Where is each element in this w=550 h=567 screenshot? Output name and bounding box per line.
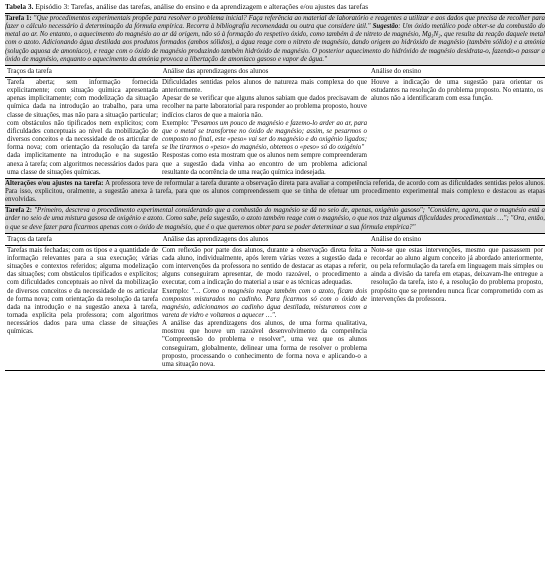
header-teaching-analysis: Análise do ensino — [370, 66, 422, 75]
header2-teaching-analysis: Análise do ensino — [370, 234, 422, 243]
row1-learning-para-b: Apesar de se verificar que alguns alunos sabiam que dados precisavam de recolher na parte laboratorial para responder ao problema proposto, houve indícios claros de que a maioria não. — [162, 95, 367, 119]
row2-learning-para-c: A análise das aprendizagens dos alunos, de uma forma qualitativa, mostrou que houve um razoável desenvolvimento da competência "Compreensão do problema e resolver", uma vez que os alunos conseguiram, globalmente, delinear uma forma de resolver o problema proposto, processando o conhecimento de forma nova e aplicando-o a uma situação nova. — [162, 320, 367, 368]
header-learning-analysis: Análise das aprendizagens dos alunos — [162, 66, 269, 75]
row2-learning-analysis — [160, 246, 369, 370]
task1-suggestion: : Um óxido metálico pode obter-se da combustão do metal ao ar. No entanto, o aquecimento do magnésio ao ar dá origem, não só à formação do respetivo óxido, como também à de nitreto de magnésio, Mg₃N₂, que resulta da reação daquele metal com o azoto. Adicionando água destilada aos produtos formados (ambos sólidos), a água reage com o nitreto de magnésio, dando origem ao hidróxido de magnésio (também sólido) e a amónia (solução aquosa de amoníaco), e reage com o óxido de magnésio produzindo também hidróxido de magnésio. O posterior aquecimento do hidróxido de magnésio desidrata-o, fazendo-o passar a óxido de magnésio, enquanto o aquecimento da amónia provoca a libertação de amoníaco gasoso e vapor de água." — [5, 23, 545, 63]
header2-task-traits: Traços da tarefa — [7, 234, 52, 243]
row2-example-quote: "… Como o magnésio reage também com o azoto, ficam dois compostos misturados no cadinho. Para ficarmos só com o óxido de magnésio, adicionamos ao cadinho água destilada, misturamos com a vareta de vidro e voltamos a aquecer …". — [162, 287, 368, 319]
task2-label: Tarefa 2: — [5, 207, 32, 215]
row1-learning-para-d: Respostas como esta mostram que os alunos nem sempre compreenderam que a sugestão dada vinha ao encontro de um problema adicional resultante da ocorrência de uma reação química indesejada. — [162, 152, 367, 176]
task1-suggestion-label: Sugestão — [372, 23, 399, 31]
row1-learning-analysis — [160, 78, 369, 178]
header-task-traits: Traços da tarefa — [7, 66, 52, 75]
adjustments-text: A professora teve de reformular a tarefa durante a observação direta para avaliar a competência referida, de acordo com as dificuldades sentidas pelos alunos. Para isso, explicitou, oralmente, a sugestão anexa à tarefa, para que os alunos compreendessem que se tinha de efetuar um procedimento experimental mais complexo e destacou as etapas envolvidas. — [5, 179, 545, 204]
adjustments-statement — [5, 178, 545, 205]
row1-learning-example — [162, 120, 367, 153]
table-header-row-1 — [5, 65, 545, 78]
header2-learning-analysis: Análise das aprendizagens dos alunos — [162, 234, 269, 243]
row1-teaching-analysis: Houve a indicação de uma sugestão para orientar os estudantes na resolução do problema proposto. No entanto, os alunos não a identificaram com essa função. — [371, 78, 543, 103]
row1-example-label: Exemplo: — [162, 119, 191, 127]
row2-task-traits: Tarefas mais fechadas; com os tipos e a quantidade de informação relevantes para a sua execução; várias situações e contextos referidos; alguma modelização das situações; com obstáculos tipificados e explícitos; com dificuldades conceptuais ao nível da mobilização de diversos conceitos e da necessidade de os articular de forma nova; com orientação da resolução da tarefa dada na introdução e na sugestão anexa à tarefa, tornada explícita pela professora; com algoritmos necessários dados para uma classe de situações químicas. — [7, 246, 158, 336]
row2-learning-para-a: Com reflexão por parte dos alunos, durante a observação direta feita a cada aluno, individualmente, após lerem várias vezes a sugestão dada e com intervenções da professora no sentido de destacar as etapas a referir, alguns conseguiram apresentar, de modo razoável, o procedimento a executar, com a indicação do material a usar e as técnicas adequadas. — [162, 246, 367, 287]
document-page — [5, 0, 545, 371]
row1-example-quote: "Pesamos um pouco de magnésio e fazemo-lo arder ao ar, para que o metal se transforme no óxido de magnésio; assim, se pesarmos o composto no final, este «peso» vai ser do magnésio e do oxigénio ligados; se lhe tirarmos o «peso» do magnésio, obtemos o «peso» só do oxigénio" — [162, 119, 368, 152]
row1-task-traits: Tarefa aberta; sem informação fornecida explicitamente; com situação química apresentada apenas implicitamente; com modelização da situação química dada na introdução ao trabalho, para uma classe de situações, mas não para a situação particular; com obstáculos não tipificados nem explícitos; com dificuldades conceptuais ao nível da mobilização de diversos conceitos e da necessidade de os articular de forma nova; com orientação da resolução da tarefa dada implicitamente na introdução e na sugestão anexa à tarefa; com algoritmos necessários dados para uma classe de situações químicas. — [7, 78, 158, 176]
task1-statement — [5, 14, 545, 65]
table-row-1 — [5, 78, 545, 178]
task1-label: Tarefa 1: — [5, 15, 32, 22]
table-row-2 — [5, 246, 545, 371]
table-caption — [5, 0, 545, 14]
table-header-row-2 — [5, 233, 545, 246]
task1-question: "Que procedimentos experimentais propõe para resolver o problema inicial? Faça referência ao material de laboratório e reagentes a utilizar e aos dados que precisa de recolher para fazer o cálculo necessário à determinação da fórmula empírica. Recorra à bibliografia recomendada ou outra que considere útil." — [5, 15, 546, 31]
row2-teaching-analysis: Note-se que estas intervenções, mesmo que passassem por recordar ao aluno algum conceito já abordado anteriormente, ou pela reformulação da tarefa em linguagem mais simples ou ainda a divisão da tarefa em etapas, deixavam-lhe entregue a resolução da tarefa, isto é, a resolução do problema proposto, propósito que se pretendeu nunca ficar comprometido com as intervenções da professora. — [371, 246, 543, 303]
table-caption-label: Tabela 3. — [5, 2, 34, 11]
row1-learning-para-a: Dificuldades sentidas pelos alunos de natureza mais complexa do que anteriormente. — [162, 78, 367, 95]
row2-learning-example — [162, 288, 367, 321]
adjustments-label: Alterações e/ou ajustes na tarefa: — [5, 179, 104, 187]
row2-example-label: Exemplo: — [162, 287, 192, 295]
table-caption-text: Episódio 3: Tarefas, análise das tarefas, análise do ensino e da aprendizagem e alterações e/ou ajustes das tarefas — [33, 2, 369, 11]
task2-statement — [5, 205, 545, 232]
task2-question: "Primeiro, descreva o procedimento experimental considerando que a combustão do magnésio se dá no seio de, apenas, oxigénio gasoso"; "Considere, agora, que o magnésio está a arder no seio de uma mistura gasosa de oxigénio e azoto. Como sabe, pela sugestão, o azoto também reage com o magnésio, o que nos traz algumas dificuldades procedimentais …"; "Ora, então, o que se deve fazer para ficarmos apenas com o óxido de magnésio, que é o que queremos obter para se poder determinar a sua fórmula empírica?" — [5, 207, 545, 231]
